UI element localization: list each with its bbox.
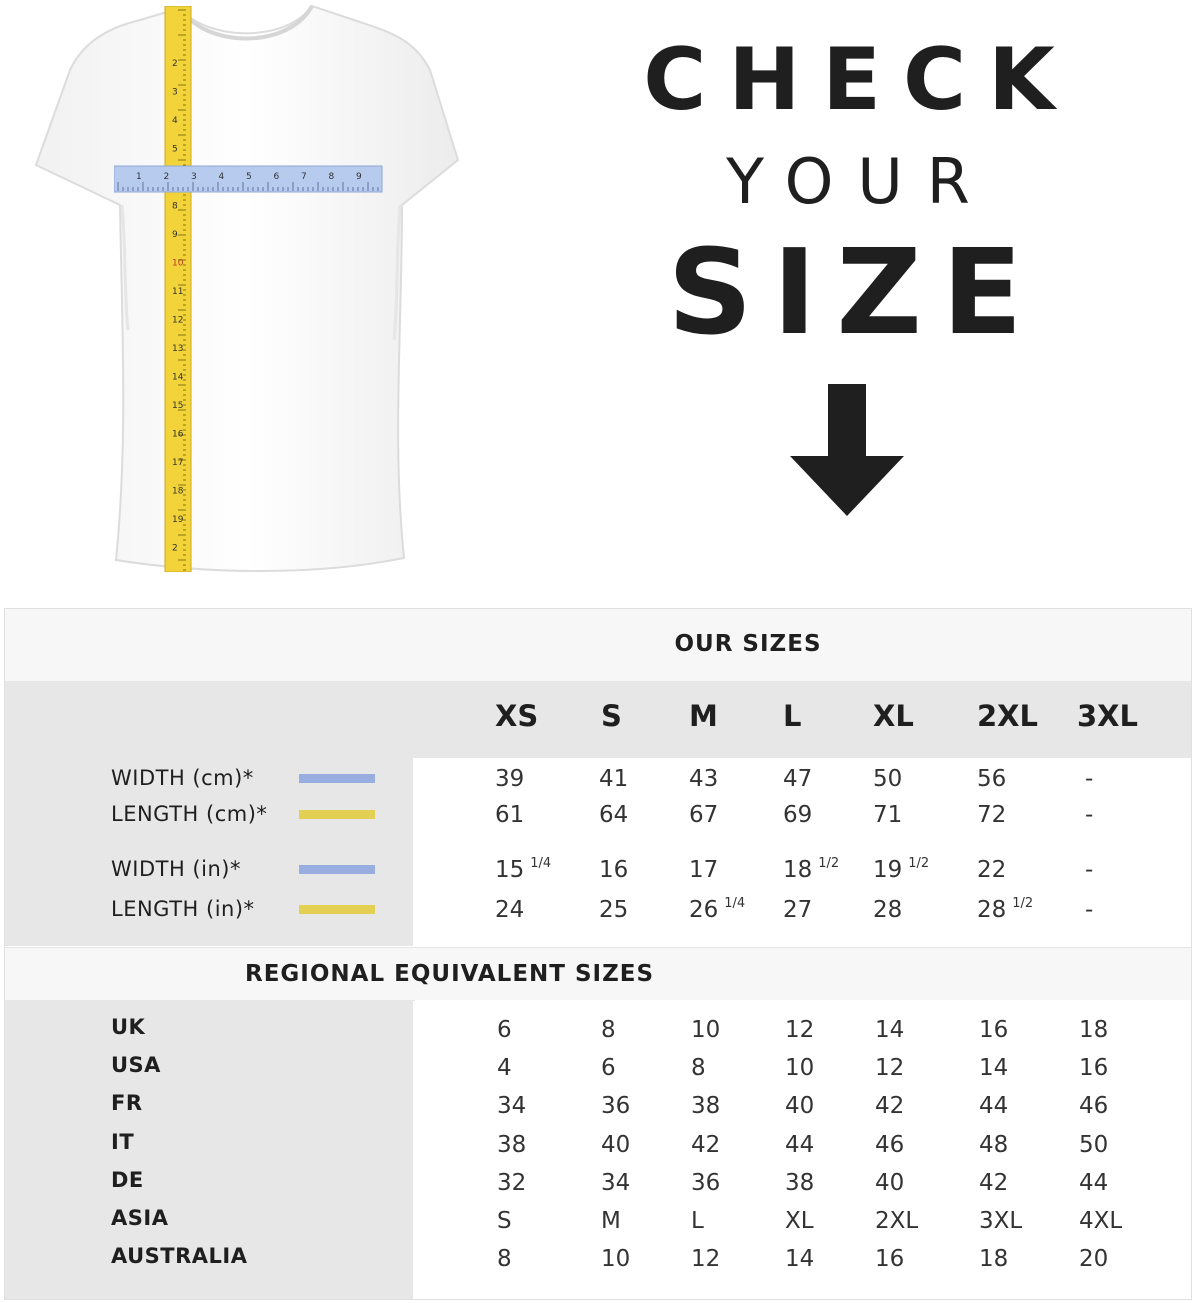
region-cell: 44 <box>979 1093 1009 1120</box>
region-cell: XL <box>785 1208 814 1234</box>
measure-cell <box>495 766 524 792</box>
region-cell: 42 <box>875 1093 905 1120</box>
size-table <box>4 608 1192 1300</box>
down-arrow-icon <box>788 384 906 518</box>
tshirt-illustration <box>30 0 470 580</box>
region-cell: 20 <box>1079 1246 1109 1273</box>
length-legend-bar <box>299 810 375 819</box>
tape-mark: 16 <box>172 429 184 440</box>
region-cell: 4XL <box>1079 1208 1123 1234</box>
measure-value: 19 <box>873 857 903 883</box>
region-cell: M <box>601 1208 621 1234</box>
measure-value: 61 <box>495 802 525 828</box>
tape-mark: 14 <box>172 372 184 383</box>
measure-value: 26 <box>689 897 719 923</box>
tape-mark: 17 <box>172 458 184 468</box>
region-cell: 48 <box>979 1131 1009 1158</box>
measure-cell <box>1085 897 1093 923</box>
regional-title: REGIONAL EQUIVALENT SIZES <box>245 961 655 987</box>
tape-mark: 9 <box>356 172 362 182</box>
measure-cell <box>873 897 902 923</box>
region-cell: 18 <box>1079 1017 1109 1043</box>
measure-value: - <box>1085 766 1094 792</box>
measure-fraction: 1/2 <box>1012 896 1034 911</box>
measure-cell <box>599 857 628 883</box>
region-cell: 16 <box>875 1246 905 1273</box>
measure-cell <box>873 766 902 792</box>
region-row-label: DE <box>111 1167 144 1192</box>
measure-value: 27 <box>783 897 813 923</box>
measure-value: 72 <box>977 802 1007 828</box>
measure-value: 18 <box>783 857 813 883</box>
measure-cell <box>599 766 628 792</box>
tape-mark: 10 <box>172 258 184 269</box>
region-cell: 46 <box>875 1131 905 1158</box>
region-cell: 14 <box>979 1055 1009 1082</box>
tape-mark: 8 <box>328 172 335 182</box>
region-cell: 36 <box>601 1093 631 1120</box>
tape-mark: 5 <box>246 172 252 182</box>
tape-mark: 18 <box>172 486 184 497</box>
measure-value: 64 <box>599 802 629 828</box>
region-cell: 14 <box>875 1017 905 1043</box>
measure-value: 56 <box>977 766 1007 792</box>
region-cell: 46 <box>1079 1093 1109 1120</box>
region-cell: 12 <box>691 1246 721 1273</box>
measure-cell <box>495 857 551 883</box>
size-column-header: 3XL <box>1077 699 1139 733</box>
region-cell: 38 <box>785 1169 815 1196</box>
region-cell: 8 <box>691 1055 706 1082</box>
tape-mark: 8 <box>172 201 178 212</box>
region-row-label: IT <box>111 1129 135 1154</box>
tape-mark: 2 <box>172 543 178 554</box>
tape-mark: 15 <box>172 401 184 411</box>
heading-size: SIZE <box>667 223 1043 361</box>
region-cell: 40 <box>875 1169 905 1196</box>
region-cell: 40 <box>601 1131 631 1158</box>
region-cell: 34 <box>497 1093 527 1120</box>
region-cell: 44 <box>1079 1169 1109 1196</box>
tape-mark: 9 <box>172 230 178 240</box>
region-cell: 6 <box>601 1055 616 1082</box>
measure-cell <box>783 857 839 883</box>
measure-row-label: LENGTH (cm)* <box>111 802 268 826</box>
measure-cell <box>1085 802 1093 828</box>
tape-mark: 1 <box>136 172 142 182</box>
region-row-label: UK <box>111 1015 146 1039</box>
measure-value: 43 <box>689 766 719 792</box>
region-cell: 10 <box>785 1055 815 1082</box>
tape-mark: 7 <box>301 172 307 182</box>
measure-value: 41 <box>599 766 629 792</box>
tape-mark: 3 <box>191 172 197 182</box>
measure-value: 50 <box>873 766 903 792</box>
measure-fraction: 1/4 <box>530 856 552 871</box>
measure-value: 69 <box>783 802 813 828</box>
region-cell: 10 <box>691 1017 721 1043</box>
region-cell: 16 <box>1079 1055 1109 1082</box>
measure-cell <box>689 766 718 792</box>
region-cell: S <box>497 1208 512 1234</box>
region-row-label: FR <box>111 1091 143 1116</box>
size-column-header: XS <box>495 699 539 733</box>
measure-value: 28 <box>873 897 903 923</box>
tape-mark: 19 <box>172 515 184 525</box>
measure-fraction: 1/2 <box>818 856 840 871</box>
measure-value: 71 <box>873 802 903 828</box>
measure-value: 47 <box>783 766 813 792</box>
region-cell: 8 <box>497 1246 512 1273</box>
size-column-header: 2XL <box>977 699 1039 733</box>
measure-value: 17 <box>689 857 719 883</box>
region-cell: 2XL <box>875 1208 919 1234</box>
region-cell: 40 <box>785 1093 815 1120</box>
region-cell: 8 <box>601 1017 616 1043</box>
measure-cell <box>599 802 628 828</box>
measure-value: 15 <box>495 857 525 883</box>
measure-value: - <box>1085 802 1094 828</box>
measure-cell <box>873 857 929 883</box>
tape-mark: 4 <box>218 172 225 182</box>
region-cell: 44 <box>785 1131 815 1158</box>
size-column-header: XL <box>873 699 914 733</box>
our-sizes-title: OUR SIZES <box>674 631 822 657</box>
measure-value: 28 <box>977 897 1007 923</box>
region-cell: 32 <box>497 1169 527 1196</box>
measure-cell <box>977 897 1033 923</box>
measure-fraction: 1/4 <box>724 896 746 911</box>
tape-mark: 3 <box>172 87 178 98</box>
region-row-label: ASIA <box>111 1206 169 1230</box>
tape-mark: 4 <box>172 116 178 126</box>
tape-mark: 11 <box>172 287 184 297</box>
region-cell: 12 <box>875 1055 905 1082</box>
tshirt-icon <box>30 0 470 580</box>
measure-cell <box>783 802 812 828</box>
region-cell: 38 <box>691 1093 721 1120</box>
heading <box>600 30 1100 361</box>
measure-cell <box>689 897 745 923</box>
measure-cell <box>689 857 718 883</box>
region-cell: 42 <box>979 1169 1009 1196</box>
measure-value: 24 <box>495 897 525 923</box>
region-cell: 50 <box>1079 1131 1109 1158</box>
length-legend-bar <box>299 905 375 914</box>
horizontal-tape-measure <box>114 165 384 193</box>
tape-mark: 2 <box>172 59 178 69</box>
region-cell: 3XL <box>979 1208 1023 1234</box>
measure-cell <box>977 802 1006 828</box>
region-cell: 4 <box>497 1055 512 1082</box>
region-cell: 34 <box>601 1169 631 1196</box>
heading-check: CHECK <box>643 30 1077 130</box>
measure-value: 16 <box>599 857 629 883</box>
measure-cell <box>977 857 1006 883</box>
measure-cell <box>599 897 628 923</box>
measure-cell <box>1085 766 1093 792</box>
measure-cell <box>1085 857 1093 883</box>
region-cell: 12 <box>785 1017 815 1043</box>
region-cell: 14 <box>785 1246 815 1273</box>
region-cell: 10 <box>601 1246 631 1273</box>
measure-value: - <box>1085 857 1094 883</box>
measure-fraction: 1/2 <box>908 856 930 871</box>
measure-value: - <box>1085 897 1094 923</box>
region-cell: 6 <box>497 1017 512 1043</box>
tape-mark: 12 <box>172 315 184 326</box>
region-cell: 38 <box>497 1131 527 1158</box>
tape-mark: 2 <box>163 172 170 182</box>
measure-cell <box>783 897 812 923</box>
measure-value: 25 <box>599 897 629 923</box>
region-cell: L <box>691 1208 704 1234</box>
tape-mark: 6 <box>273 172 280 182</box>
measure-row-label: LENGTH (in)* <box>111 897 255 921</box>
measure-cell <box>495 897 524 923</box>
region-row-label: USA <box>111 1053 161 1078</box>
heading-your: YOUR <box>726 145 994 218</box>
size-column-header: S <box>601 699 622 733</box>
region-row-label: AUSTRALIA <box>111 1244 248 1269</box>
width-legend-bar <box>299 865 375 874</box>
region-cell: 18 <box>979 1246 1009 1273</box>
measure-row-label: WIDTH (cm)* <box>111 766 254 790</box>
measure-value: 22 <box>977 857 1007 883</box>
measure-cell <box>873 802 902 828</box>
region-cell: 16 <box>979 1017 1009 1043</box>
size-column-header: L <box>783 699 802 733</box>
width-legend-bar <box>299 774 375 783</box>
tape-mark: 13 <box>172 344 184 354</box>
vertical-tape-measure <box>164 6 194 572</box>
measure-cell <box>495 802 524 828</box>
measure-cell <box>783 766 812 792</box>
measure-value: 67 <box>689 802 719 828</box>
tape-mark: 5 <box>172 144 178 155</box>
region-cell: 42 <box>691 1131 721 1158</box>
size-column-header: M <box>689 699 718 733</box>
measure-row-label: WIDTH (in)* <box>111 857 241 881</box>
measure-value: 39 <box>495 766 525 792</box>
measure-cell <box>977 766 1006 792</box>
measure-cell <box>689 802 718 828</box>
region-cell: 36 <box>691 1169 721 1196</box>
